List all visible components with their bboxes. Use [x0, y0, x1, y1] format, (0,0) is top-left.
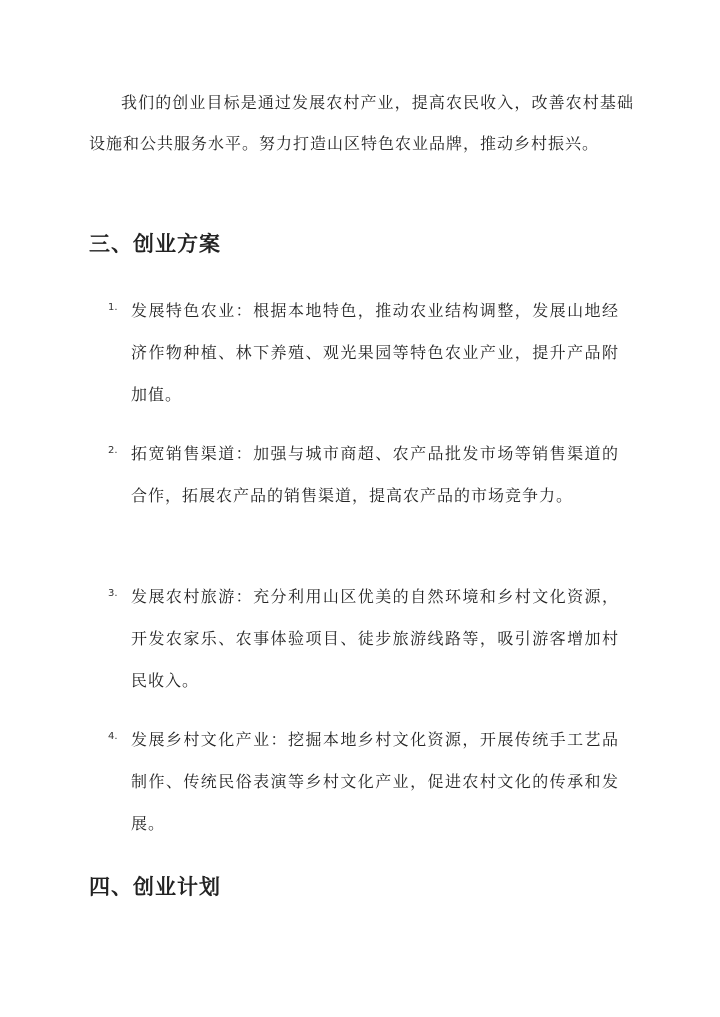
list-item [0, 719, 720, 862]
list-item [0, 433, 720, 576]
list-item [0, 576, 720, 719]
list-item-text: 发展特色农业：根据本地特色，推动农业结构调整，发展山地经济作物种植、林下养殖、观光果园等特色农业产业，提升产品附加值。 [131, 301, 619, 404]
plan-list [0, 290, 720, 862]
list-item-text: 拓宽销售渠道：加强与城市商超、农产品批发市场等销售渠道的合作，拓展农产品的销售渠道，提高农产品的市场竞争力。 [131, 444, 619, 505]
list-item-text: 发展农村旅游：充分利用山区优美的自然环境和乡村文化资源，开发农家乐、农事体验项目、徒步旅游线路等，吸引游客增加村民收入。 [131, 587, 619, 690]
section-heading-3: 三、创业方案 [89, 231, 221, 256]
list-item-text: 发展乡村文化产业：挖掘本地乡村文化资源，开展传统手工艺品制作、传统民俗表演等乡村文化产业，促进农村文化的传承和发展。 [131, 730, 619, 833]
section-heading-4: 四、创业计划 [89, 874, 221, 899]
list-item [0, 290, 720, 433]
intro-paragraph: 我们的创业目标是通过发展农村产业，提高农民收入，改善农村基础设施和公共服务水平。努力打造山区特色农业品牌，推动乡村振兴。 [89, 93, 634, 153]
list-item-number: 4. [108, 731, 118, 742]
list-item-number: 3. [108, 588, 118, 599]
list-item-number: 2. [108, 445, 118, 456]
list-item-number: 1. [108, 302, 118, 313]
